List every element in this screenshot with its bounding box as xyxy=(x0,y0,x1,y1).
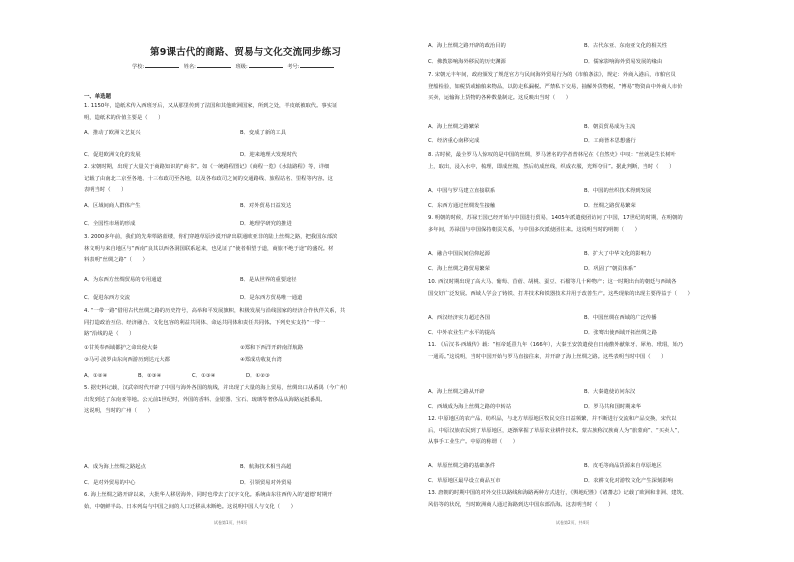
question-text: 始，中朝鲜半岛、日本列岛与中国之间的人口迁移从未断绝。这说明中国人与文化（ ） xyxy=(84,503,296,510)
q1-option-row xyxy=(84,128,287,136)
student-info-line xyxy=(132,62,337,70)
option-a[interactable]: A．融合中国民间信仰起源 xyxy=(428,251,490,257)
option-b[interactable]: B．航海技术相当高超 xyxy=(240,464,292,470)
option-a[interactable]: A．草原丝绸之路的基础条件 xyxy=(428,463,496,469)
option-c[interactable]: C．佛教影响海外移民的历史渊源 xyxy=(428,59,506,65)
question-text: 路”沿线的是（ ） xyxy=(84,331,135,338)
question-4 xyxy=(84,306,392,341)
option-b[interactable]: B．中国的丝织技术得到发展 xyxy=(584,188,652,194)
option-a[interactable]: A．成为海上丝绸之路起点 xyxy=(84,464,146,470)
page-footer-left: 试卷第1页，共4页 xyxy=(214,520,248,525)
school-label: 学校: xyxy=(132,64,145,70)
question-text: 买卖，运输海上货物的各种数量制定。这反映出当时（ ） xyxy=(428,95,572,102)
name-blank[interactable] xyxy=(197,62,231,68)
option-d[interactable]: D．丝绸之路贸易繁荣 xyxy=(584,203,636,209)
number-blank[interactable] xyxy=(300,62,334,68)
q4-statement-row xyxy=(84,343,304,351)
option-c[interactable]: C．中外农业生产水平的提高 xyxy=(428,330,496,336)
question-12 xyxy=(428,414,728,449)
question-text: 记载了由南北二京至各地、十三布政司至各地，以及各布政司之间的交通路线、旅程站名、里程等内容。这 xyxy=(84,175,333,182)
q5-option-row xyxy=(84,478,292,486)
option-b[interactable]: B．朝贡贸易成为主流 xyxy=(584,124,636,130)
option-c[interactable]: C．全国性市场的形成 xyxy=(84,221,136,227)
option-a[interactable]: A．中国与罗马建立直接联系 xyxy=(428,188,496,194)
option-a[interactable]: A．区域间商人群体产生 xyxy=(84,203,141,209)
q2-option-row xyxy=(84,219,292,227)
option-d[interactable]: D．巩固了“朝贡体系” xyxy=(584,266,636,272)
statement-1: ①甘英奉西域都护之命出使大秦 xyxy=(84,345,158,351)
option-c[interactable]: C．是对外贸易的中心 xyxy=(84,480,136,486)
q4-option-row xyxy=(84,371,270,379)
option-c[interactable]: C．促进欧洲文化的发展 xyxy=(84,152,141,158)
option-d[interactable]: D．地理学研究的推进 xyxy=(240,221,292,227)
question-9 xyxy=(428,213,728,236)
option-d[interactable]: D．儒家影响海外贸易发展的缘由 xyxy=(584,59,663,65)
option-d[interactable]: D．张骞出使西域开拓丝绸之路 xyxy=(584,330,657,336)
option-d[interactable]: D．引领贸易对外贸易 xyxy=(240,480,292,486)
q5-option-row xyxy=(84,462,292,470)
q3-option-row xyxy=(84,275,297,283)
statement-3: ③马可·波罗由东向西游历到达元大都 xyxy=(84,357,170,363)
statement-4: ④郑成功收复台湾 xyxy=(240,357,282,363)
question-text: 国交好广泛发展。西域人学会了铸铁、打井技术和铁器技术并用于改善生产。这些现象的出现主要得益于（ ） xyxy=(428,290,693,297)
q7-option-row xyxy=(428,122,636,130)
option-a[interactable]: A．为东西方丝绸贸易的专用通道 xyxy=(84,277,162,283)
question-text: 4. “一带一路”借用古代丝绸之路的历史符号，高举和平发展旗帜，积极发展与沿线国家的经济合作伙伴关系，共 xyxy=(84,308,346,314)
option-b[interactable]: B．是从世界的重要途径 xyxy=(240,277,297,283)
question-text: 这说明，当时的广州（ ） xyxy=(84,408,153,415)
name-label: 姓名: xyxy=(183,64,196,70)
q2-option-row xyxy=(84,201,292,209)
option-d[interactable]: D．农耕文化对游牧文化产生深刻影响 xyxy=(584,478,673,484)
question-text: 出发到达了东南亚等地。公元前1世纪时，外国的香料、金银器、宝石、琉璃等奢侈品从海路运抵番禺。 xyxy=(84,396,326,403)
question-3 xyxy=(84,232,392,267)
question-text: 2. 宋朝时期，出现了大量关于商路知识的“商书”。如《一统路程图记》《商程一览》《水陆路程》等，详细 xyxy=(84,164,330,170)
option-c[interactable]: C．海上丝绸之路贸易繁荣 xyxy=(428,266,490,272)
question-text: 上，取出，浸入水中，梳理，即成丝棉，然后纺成丝线，织成衣服，光辉夺目”。据此判断，当时（ ） xyxy=(428,163,675,170)
option-c[interactable]: C．①③④ xyxy=(192,373,216,379)
question-11 xyxy=(428,340,728,363)
q7-option-row xyxy=(428,136,636,144)
option-d[interactable]: D．工商皆本思想盛行 xyxy=(584,138,636,144)
option-c[interactable]: C．西域成为海上丝绸之路的中转站 xyxy=(428,404,512,410)
question-text: 一通焉。”这说明，当时中国开始与罗马直接往来，并开辟了海上丝绸之路。这些表明当时中国（ ） xyxy=(428,353,667,360)
option-d[interactable]: D．罗马共和国时期来华 xyxy=(584,404,642,410)
option-b[interactable]: B．中国丝绸在西域的广泛传播 xyxy=(584,315,657,321)
question-text: 6. 海上丝绸之路开辟以来，大批华人移居海外，同时也带去了汉字文化。系统由东往西传入的‘道德’时期开 xyxy=(84,492,333,498)
section-heading: 一、单选题 xyxy=(84,94,111,100)
option-b[interactable]: B．大秦遣使访问东汉 xyxy=(584,389,636,395)
q8-option-row xyxy=(428,201,636,209)
option-c[interactable]: C．促进东西方交流 xyxy=(84,295,131,301)
question-6 xyxy=(84,490,392,513)
option-c[interactable]: C．东西方通过丝绸发生接触 xyxy=(428,203,496,209)
option-b[interactable]: B．皮毛等商品货源来自草原地区 xyxy=(584,463,662,469)
option-c[interactable]: C．经济重心南移完成 xyxy=(428,138,480,144)
q12-option-row xyxy=(428,461,662,469)
q11-option-row xyxy=(428,387,636,395)
q6-option-row xyxy=(428,41,668,49)
question-2 xyxy=(84,162,392,197)
question-text: 登船检验，如税货或输舶来物品，以防走私漏税。严禁私下交易，抽解外货物税，“博易”物资由中外商人市价 xyxy=(428,83,683,90)
option-c[interactable]: C．草原地区最早设立商品互市 xyxy=(428,478,501,484)
question-8 xyxy=(428,150,728,173)
school-blank[interactable] xyxy=(145,62,179,68)
question-text: 13. 唐朝的时期中国的对外交往以路线和海路两种方式进行，《舆地纪胜》《诸蕃志》记载了欧洲和非洲、建筑、 xyxy=(428,490,688,496)
q8-option-row xyxy=(428,186,652,194)
q6-option-row xyxy=(428,57,663,65)
question-text: 11. 《后汉书·西域传》载：“桓帝延熹九年（166年），大秦王安敦遣使自日南徼外献象牙、犀角、玳瑁，始乃 xyxy=(428,342,684,348)
q9-option-row xyxy=(428,264,636,272)
question-7 xyxy=(428,70,728,105)
option-d[interactable]: D．迎来地理大发现时代 xyxy=(240,152,298,158)
option-d[interactable]: D．①②③ xyxy=(246,373,270,379)
question-text: 10. 西汉时期出现了高大马、葡萄、苜蓿、胡桃、蚕豆、石榴等几十种物产；这一时期出台的朝廷与西域各 xyxy=(428,279,677,285)
class-blank[interactable] xyxy=(249,62,283,68)
q1-option-row xyxy=(84,150,298,158)
question-text: 多年间，苏禄国与中国保持朝贡关系，与中国多次派使团往来。这说明当时的明朝（ ） xyxy=(428,226,640,233)
question-text: 表明当时（ ） xyxy=(84,187,127,194)
question-10 xyxy=(428,277,728,300)
page-footer-right: 试卷第2页，共4页 xyxy=(556,520,590,525)
question-13 xyxy=(428,488,728,511)
question-text: 林文明与来自地区与“西南”良其以西各洞国联系起来，也见证了“使者相望于道，商旅不绝于途”的盛况。材 xyxy=(84,245,334,252)
class-label: 班级: xyxy=(235,64,248,70)
option-b[interactable]: B．古代东亚、东南亚文化的相关性 xyxy=(584,43,668,49)
statement-2: ②郑和下西洋开辟南洋航路 xyxy=(240,345,304,351)
q9-option-row xyxy=(428,249,652,257)
question-text: 风俗等的状况，当时欧洲商人通过海路到达中国东部沿海。这表明当时（ ） xyxy=(428,501,614,508)
option-b[interactable]: B．②③④ xyxy=(138,373,162,379)
question-text: 7. 宋朝元丰年间，政府颁发了规范官方与民间海外贸易行为的《市舶条法》，规定：外商入港后，市舶官员 xyxy=(428,72,676,78)
question-text: 后，中原汉族农民到了草原地区，逐渐掌握了草原农业耕作技术。蒙古族称汉族商人为“旅蒙商”、“买卖人”， xyxy=(428,427,683,434)
q10-option-row xyxy=(428,328,657,336)
question-text: 9. 明朝的时候，苏禄王国已经开始与中国进行贸易，1405年派遣使团访问了中国，17世纪的时期，在明朝的 xyxy=(428,215,683,221)
option-a[interactable]: A．海上丝绸之路繁荣 xyxy=(428,124,480,130)
option-a[interactable]: A．海上丝绸之路开辟的政治目的 xyxy=(428,43,506,49)
number-label: 考号: xyxy=(287,64,300,70)
q11-option-row xyxy=(428,402,642,410)
question-text: 8. 古时候，最全罗马人惊叹的是中国的丝绸，罗马著名的学者普林尼在《自然史》中叹：“丝就是生长树叶 xyxy=(428,152,676,158)
question-text: 3. 2000多年前，我们的先辈筚路蓝缕，你们穿越草原沙漠开辟出联通欧亚非的陆上丝绸之路，把我国东部滨 xyxy=(84,234,338,240)
question-text: 同打造政治互信、经济融合、文化包容的利益共同体、命运共同体和责任共同体。下列史实支持“一带一 xyxy=(84,319,326,326)
option-b[interactable]: B．对外贸易日益发达 xyxy=(240,203,292,209)
q12-option-row xyxy=(428,476,673,484)
option-a[interactable]: A．推动了欧洲文艺复兴 xyxy=(84,130,141,136)
question-1 xyxy=(84,101,392,124)
q3-option-row xyxy=(84,293,303,301)
q10-option-row xyxy=(428,313,657,321)
option-a[interactable]: A．①②④ xyxy=(84,373,108,379)
question-text: 12. 中原地区的农产品、纺织品，与北方草原地区牧民交往日益频繁，并不断进行交流和产品交换，宋代以 xyxy=(428,416,677,422)
option-a[interactable]: A．海上丝绸之路从开辟 xyxy=(428,389,485,395)
question-text: 从事手工业生产。中原的称谓（ ） xyxy=(428,439,519,446)
option-d[interactable]: D．是东西方贸易唯一通道 xyxy=(240,295,303,301)
option-b[interactable]: B．扩大了中华文化的影响力 xyxy=(584,251,652,257)
option-a[interactable]: A．西汉经济实力超过各国 xyxy=(428,315,490,321)
question-5 xyxy=(84,383,392,418)
question-text: 1. 1150年，造纸术传入西班牙后，又从那里传到了法国和其他欧洲国家，所到之处，羊皮纸被取代。事实证 xyxy=(84,103,338,109)
question-text: 料表明“丝绸之路”（ ） xyxy=(84,257,148,264)
question-text: 5. 据史料记载，汉武帝时代开辟了中国与海外各国的航线，并出现了大量的海上贸易，丝绸出口从番禺（今广州） xyxy=(84,385,351,391)
question-text: 明，造纸术的价值主要是（ ） xyxy=(84,114,164,121)
doc-title: 第9课古代的商路、贸易与文化交流同步练习 xyxy=(150,47,342,58)
option-b[interactable]: B．变成了新的工具 xyxy=(240,130,287,136)
q4-statement-row xyxy=(84,355,282,363)
